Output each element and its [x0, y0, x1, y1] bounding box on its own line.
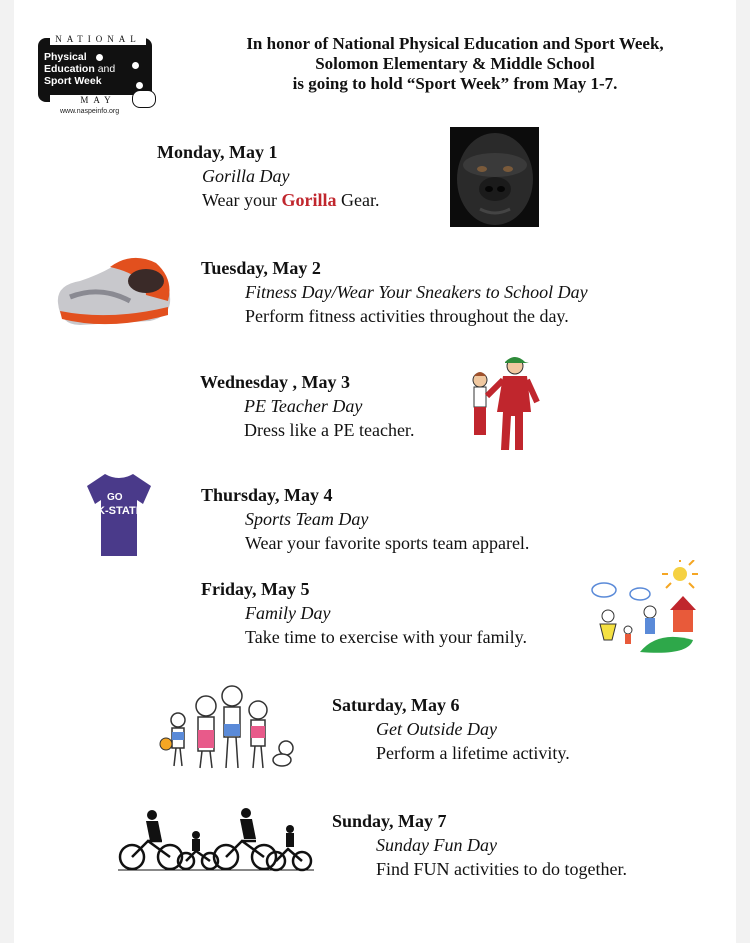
day-theme: Fitness Day/Wear Your Sneakers to School Day — [245, 282, 588, 302]
day-title: Tuesday, May 2 — [201, 258, 321, 278]
logo-bottom-band: MAY — [50, 95, 146, 106]
day-theme: Get Outside Day — [376, 719, 497, 739]
day-description: Perform a lifetime activity. — [376, 743, 570, 763]
day-theme: Sunday Fun Day — [376, 835, 497, 855]
day-title: Wednesday , May 3 — [200, 372, 351, 392]
day-theme: Sports Team Day — [245, 509, 369, 529]
day-title: Monday, May 1 — [157, 142, 278, 162]
logo-line-2 — [44, 63, 115, 75]
cycling-family-clipart — [116, 805, 316, 873]
sport-week-logo — [30, 34, 158, 122]
day-theme: Family Day — [245, 603, 331, 623]
sneaker-photo — [50, 245, 175, 333]
logo-dates: 1-7 — [132, 90, 156, 108]
day-title: Thursday, May 4 — [201, 485, 333, 505]
desc-post: Gear. — [336, 190, 380, 210]
logo-title — [44, 51, 115, 87]
day-description — [202, 188, 380, 212]
logo-line-1: Physical — [44, 51, 87, 63]
shirt-text-go: GO — [107, 492, 123, 503]
desc-pre: Wear your — [202, 190, 282, 210]
day-saturday — [332, 693, 570, 765]
ball-icon — [132, 62, 139, 69]
desc-highlight: Gorilla — [281, 190, 337, 210]
day-wednesday — [200, 370, 414, 442]
day-description: Find FUN activities to do together. — [376, 859, 627, 879]
logo-line-2a: Education — [44, 63, 95, 75]
logo-line-3: Sport Week — [44, 75, 102, 87]
day-thursday — [201, 483, 529, 555]
logo-top-band: NATIONAL — [50, 34, 146, 45]
header-line-3: is going to hold “Sport Week” from May 1-7. — [292, 74, 618, 93]
ball-icon — [136, 82, 143, 89]
logo-line-2b: and — [97, 63, 116, 75]
family-drawing — [588, 560, 703, 660]
day-sunday — [332, 809, 627, 881]
shirt-text-kstate: K-STATE — [97, 505, 144, 517]
day-title: Saturday, May 6 — [332, 695, 460, 715]
logo-badge — [38, 34, 152, 105]
flyer-header — [190, 34, 720, 94]
gorilla-photo — [450, 127, 539, 227]
header-line-1: In honor of National Physical Education and Sport Week, — [246, 34, 664, 53]
day-description: Perform fitness activities throughout the day. — [245, 306, 569, 326]
family-outdoor-clipart — [158, 682, 303, 772]
day-theme: Gorilla Day — [202, 166, 290, 186]
pe-teacher-clipart — [465, 350, 541, 462]
kstate-shirt — [85, 470, 153, 560]
day-title: Friday, May 5 — [201, 579, 310, 599]
day-title: Sunday, May 7 — [332, 811, 447, 831]
day-friday — [201, 577, 527, 649]
day-description: Dress like a PE teacher. — [244, 420, 415, 440]
logo-url: www.naspeinfo.org — [60, 108, 120, 115]
day-theme: PE Teacher Day — [244, 396, 363, 416]
day-description: Wear your favorite sports team apparel. — [245, 533, 530, 553]
header-line-2: Solomon Elementary & Middle School — [315, 54, 595, 73]
ball-icon — [96, 54, 103, 61]
day-monday — [157, 140, 380, 212]
day-description: Take time to exercise with your family. — [245, 627, 527, 647]
day-tuesday — [201, 256, 588, 328]
